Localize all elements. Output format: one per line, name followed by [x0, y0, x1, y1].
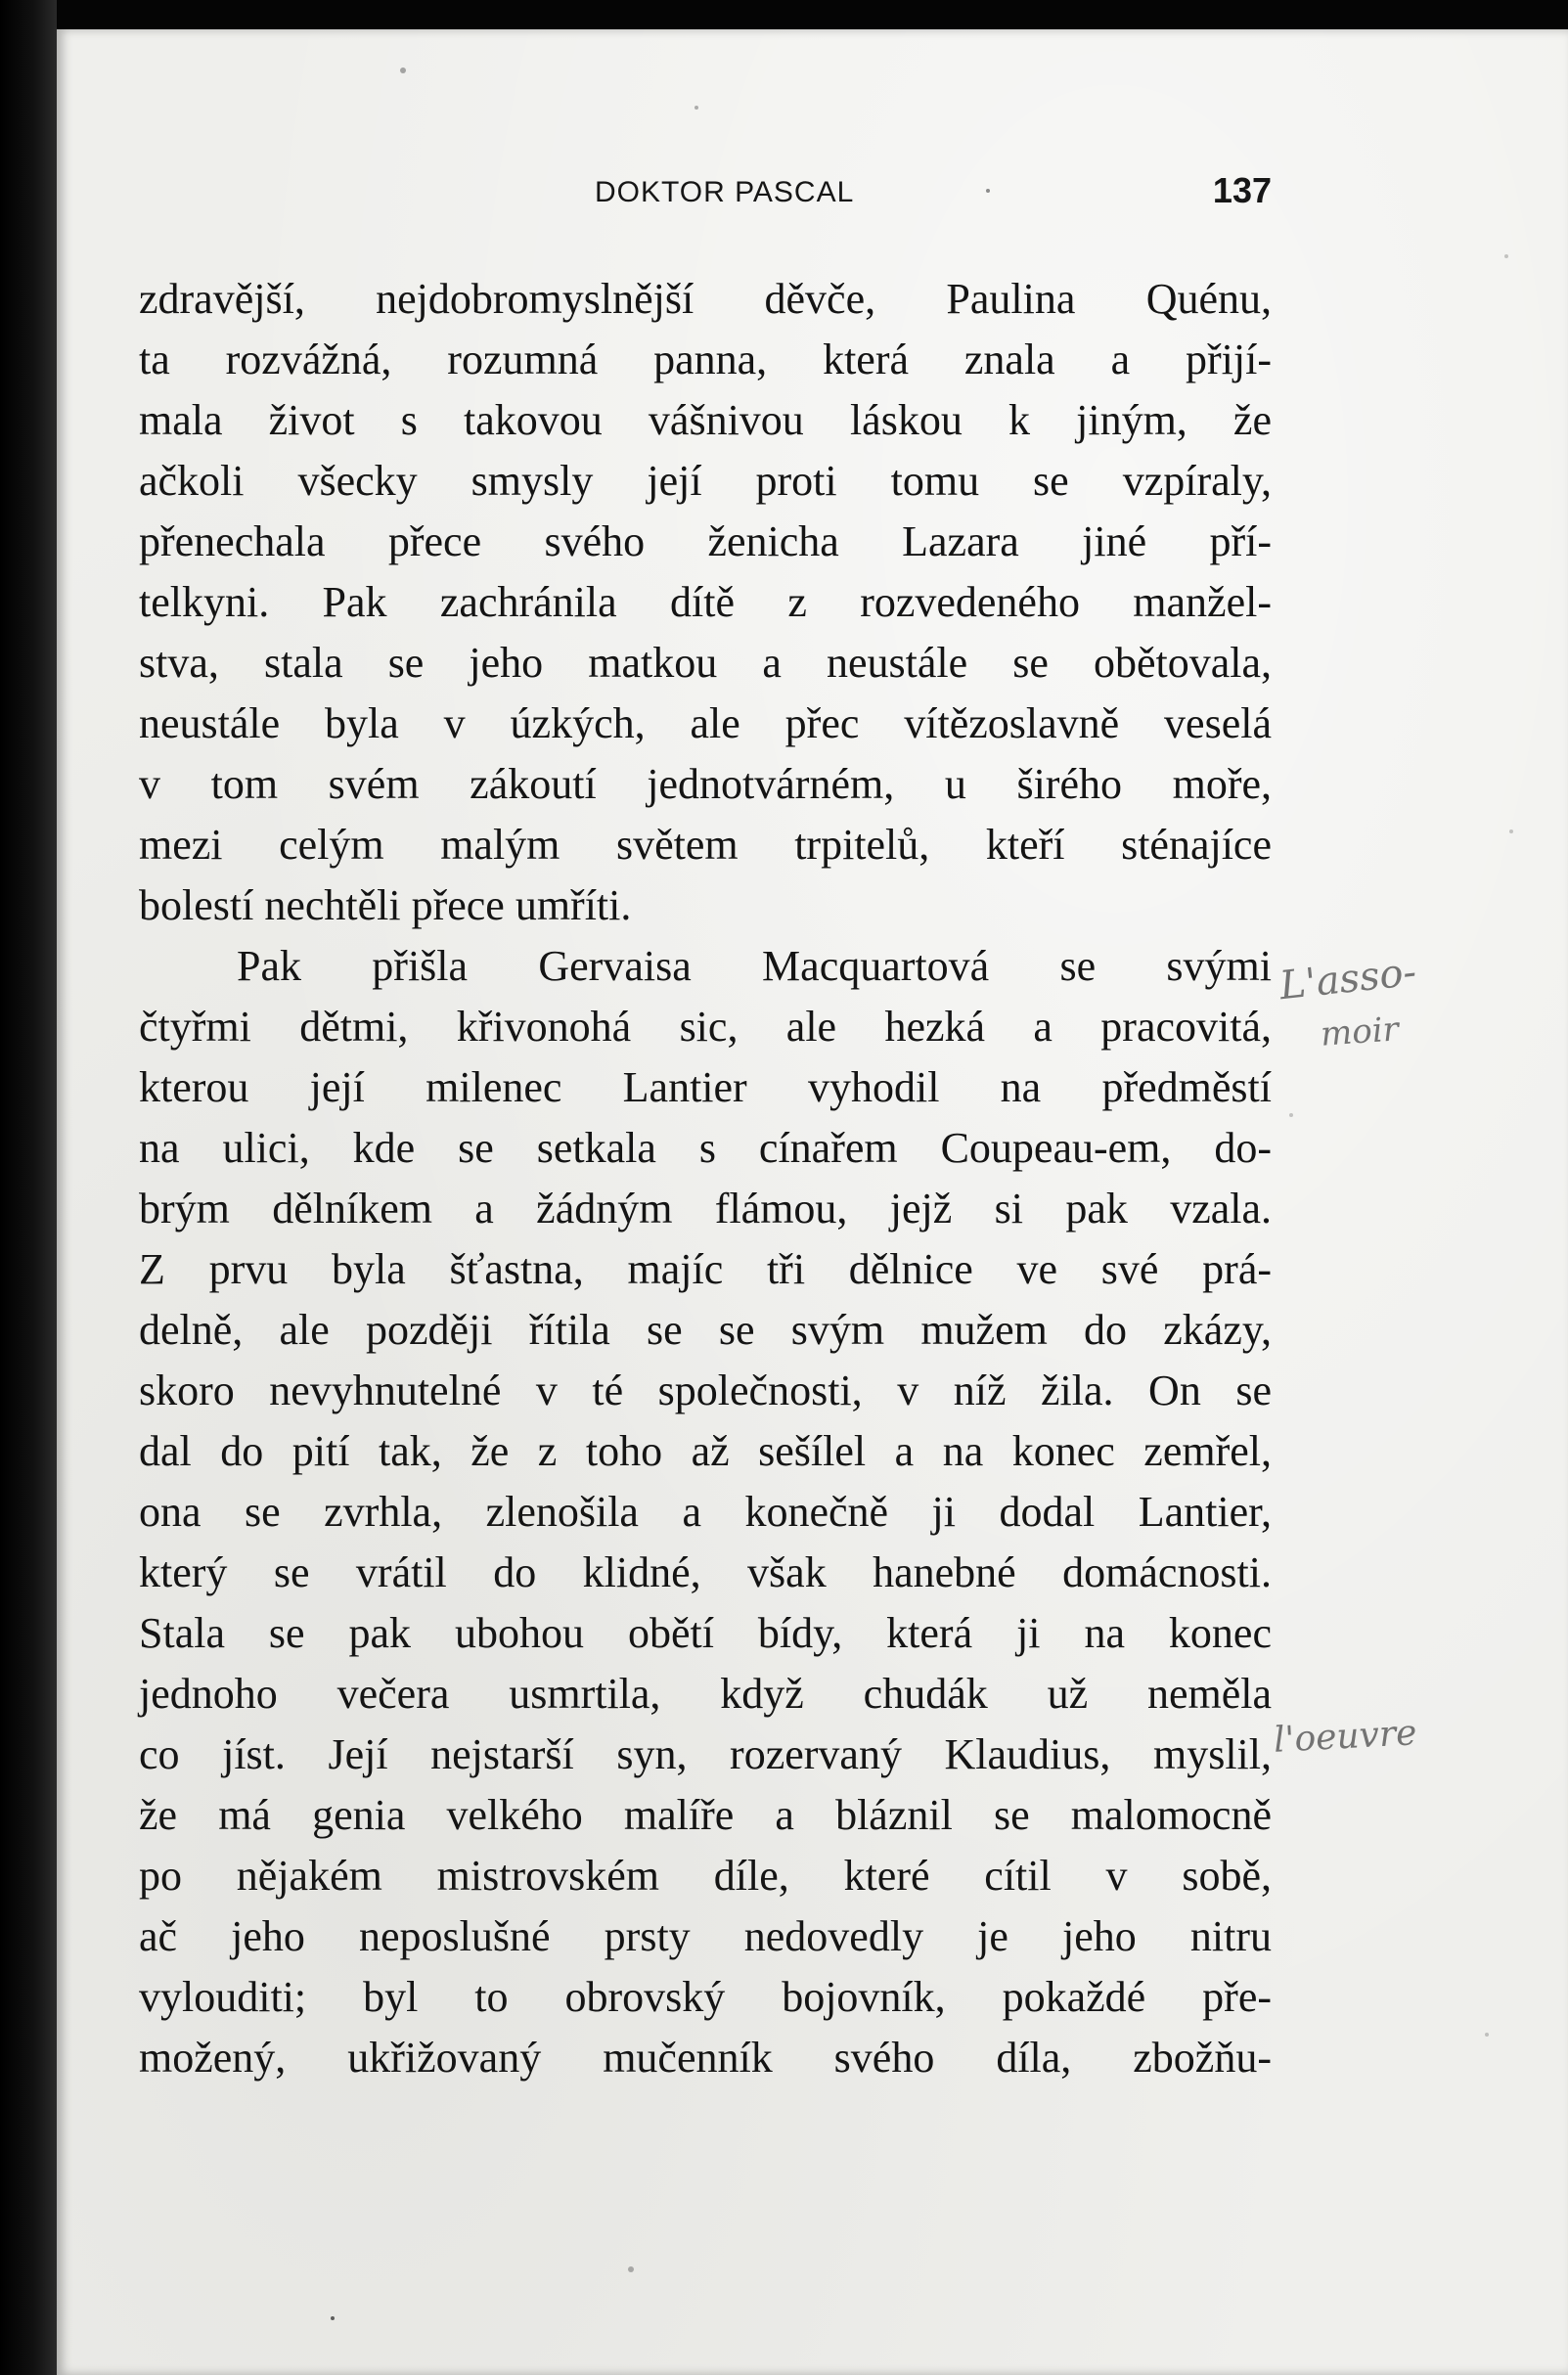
- text-line: telkyni. Pak zachránila dítě z rozvedeného manžel-: [139, 578, 1272, 626]
- page-number: 137: [1212, 170, 1272, 210]
- text-line: co jíst. Její nejstarší syn, rozervaný Klaudius, myslil,: [139, 1730, 1272, 1778]
- text-line: delně, ale později řítila se se svým mužem do zkázy,: [139, 1306, 1272, 1354]
- text-line: Stala se pak ubohou obětí bídy, která ji na konec: [139, 1609, 1272, 1657]
- body-text: [139, 269, 1272, 2088]
- text-line: že má genia velkého malíře a bláznil se malomocně: [139, 1791, 1272, 1839]
- handwritten-margin-note: l'oeuvre: [1273, 1713, 1418, 1761]
- book-spine-shadow: [0, 0, 57, 2375]
- text-line: mala život s takovou vášnivou láskou k jiným, že: [139, 396, 1272, 444]
- text-line: bolestí nechtěli přece umříti.: [139, 881, 632, 929]
- text-line: ač jeho neposlušné prsty nedovedly je jeho nitru: [139, 1912, 1272, 1960]
- text-line: mezi celým malým světem trpitelů, kteří sténajíce: [139, 821, 1272, 869]
- text-line: brým dělníkem a žádným flámou, jejž si pak vzala.: [139, 1185, 1272, 1232]
- text-line: na ulici, kde se setkala s cínařem Coupeau-em, do-: [139, 1124, 1272, 1172]
- text-line: přenechala přece svého ženicha Lazara jiné pří-: [139, 517, 1272, 565]
- text-line: Z prvu byla šťastna, majíc tři dělnice ve své prá-: [139, 1245, 1272, 1293]
- text-line: v tom svém zákoutí jednotvárném, u širého moře,: [139, 760, 1272, 808]
- text-line: po nějakém mistrovském díle, které cítil v sobě,: [139, 1852, 1272, 1900]
- text-line: kterou její milenec Lantier vyhodil na předměstí: [139, 1063, 1272, 1111]
- text-line: jednoho večera usmrtila, když chudák už neměla: [139, 1670, 1272, 1718]
- handwritten-margin-note: L'asso-: [1277, 949, 1419, 1009]
- running-title: DOKTOR PASCAL: [595, 176, 855, 208]
- text-line: který se vrátil do klidné, však hanebné domácnosti.: [139, 1548, 1272, 1596]
- page-header: [147, 166, 1272, 225]
- text-line: dal do pití tak, že z toho až sešílel a na konec zemřel,: [139, 1427, 1272, 1475]
- text-line: ačkoli všecky smysly její proti tomu se vzpíraly,: [139, 457, 1272, 505]
- handwritten-margin-note: moir: [1319, 1009, 1401, 1054]
- text-line: ta rozvážná, rozumná panna, která znala a přijí-: [139, 336, 1272, 383]
- text-line: ona se zvrhla, zlenošila a konečně ji dodal Lantier,: [139, 1488, 1272, 1536]
- paragraph-start-line: Pak přišla Gervaisa Macquartová se svými: [237, 942, 1272, 990]
- text-line: zdravější, nejdobromyslnější děvče, Paulina Quénu,: [139, 275, 1272, 323]
- text-line: neustále byla v úzkých, ale přec vítězoslavně veselá: [139, 699, 1272, 747]
- text-line: vylouditi; byl to obrovský bojovník, pokaždé pře-: [139, 1973, 1272, 2021]
- text-line: možený, ukřižovaný mučenník svého díla, zbožňu-: [139, 2034, 1272, 2082]
- text-line: čtyřmi dětmi, křivonohá sic, ale hezká a pracovitá,: [139, 1003, 1272, 1051]
- text-line: skoro nevyhnutelné v té společnosti, v níž žila. On se: [139, 1367, 1272, 1414]
- text-line: stva, stala se jeho matkou a neustále se obětovala,: [139, 639, 1272, 687]
